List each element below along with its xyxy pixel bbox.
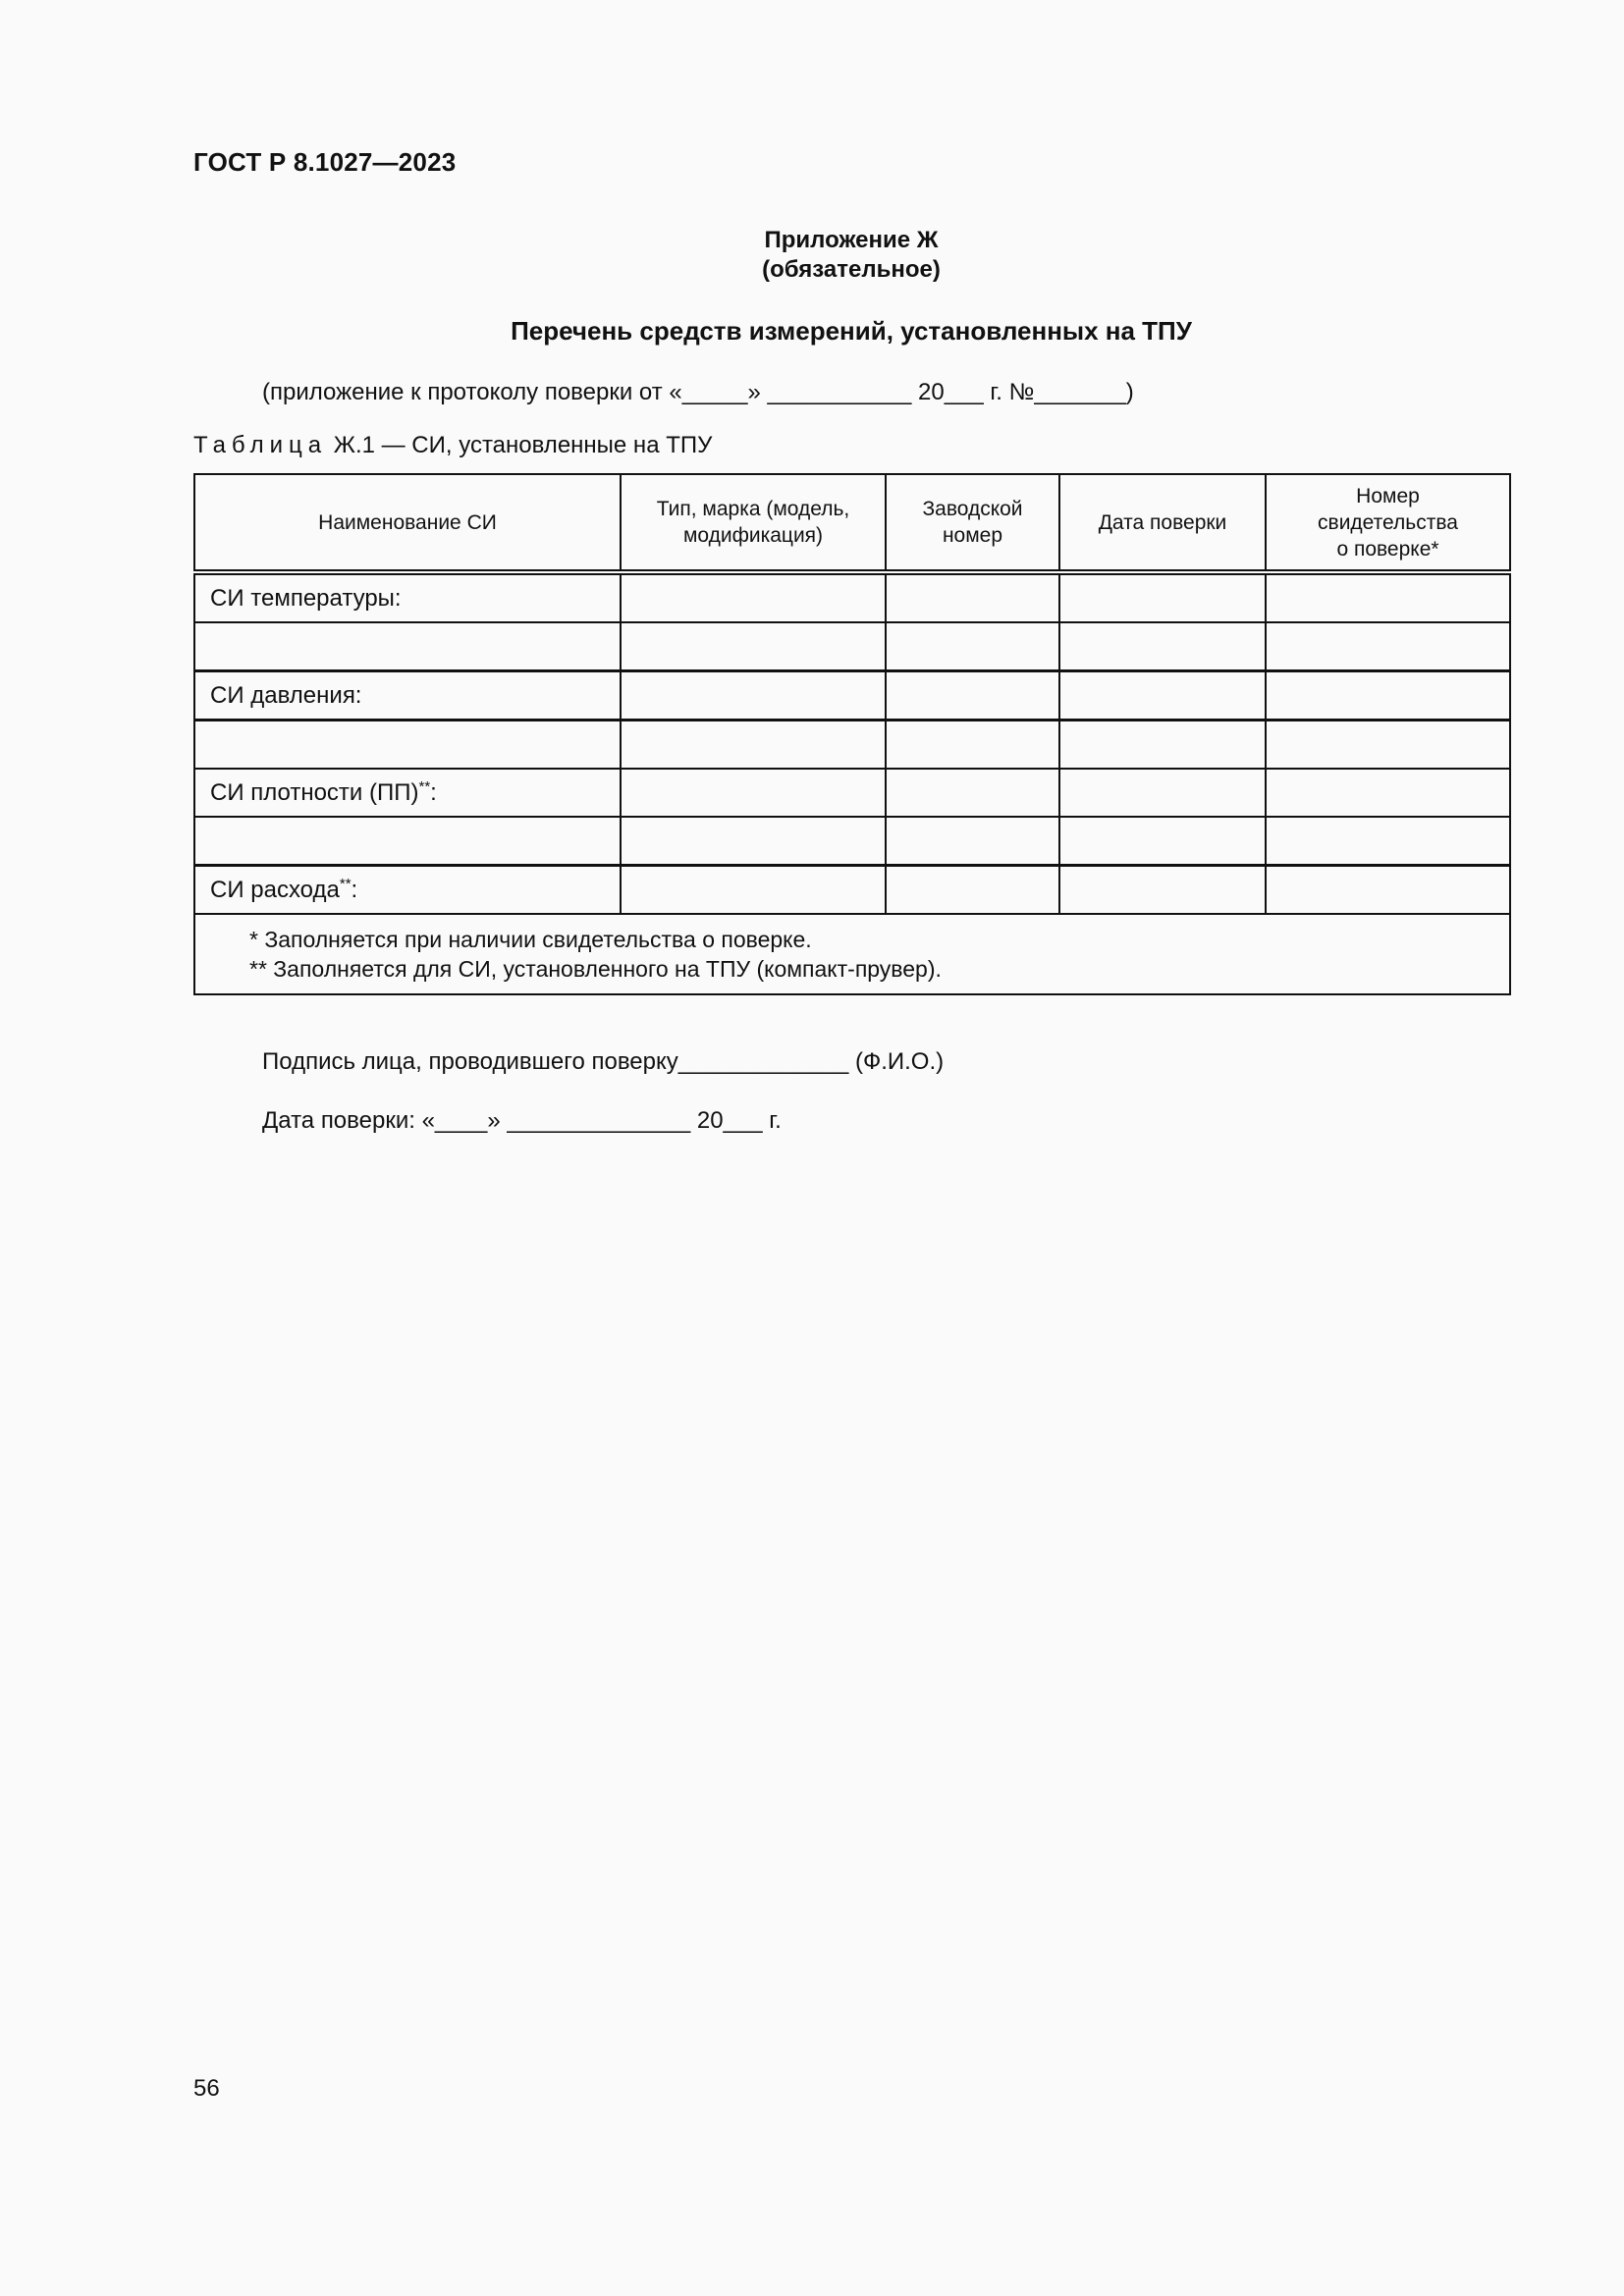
table-row-pressure — [194, 671, 1510, 721]
table-cell[interactable] — [1266, 671, 1510, 721]
table-cell[interactable] — [621, 622, 886, 671]
table-row-flow — [194, 866, 1510, 915]
table-notes-row — [194, 914, 1510, 994]
table-cell[interactable] — [886, 721, 1059, 770]
table-cell[interactable] — [194, 817, 621, 866]
list-title: Перечень средств измерений, установленных на ТПУ — [511, 316, 1192, 346]
verification-date-line: Дата поверки: «____» ______________ 20___ г. — [262, 1107, 782, 1134]
table-row-blank — [194, 817, 1510, 866]
table-row-temperature — [194, 572, 1510, 622]
table-cell[interactable] — [886, 866, 1059, 915]
table-row-blank — [194, 622, 1510, 671]
footnote-mark: ** — [339, 875, 352, 892]
header-verification-date: Дата поверки — [1059, 474, 1266, 572]
table-cell[interactable] — [621, 866, 886, 915]
table-cell[interactable] — [1059, 721, 1266, 770]
table-cell[interactable] — [1266, 721, 1510, 770]
table-cell[interactable] — [194, 721, 621, 770]
table-cell[interactable] — [621, 817, 886, 866]
header-type: Тип, марка (модель, модификация) — [621, 474, 886, 572]
table-cell[interactable] — [1059, 671, 1266, 721]
table-cell[interactable] — [621, 671, 886, 721]
measuring-instruments-table — [193, 473, 1511, 995]
row-label-pressure: СИ давления: — [194, 671, 621, 721]
table-caption-prefix: Таблица — [193, 432, 328, 458]
table-cell[interactable] — [886, 817, 1059, 866]
table-notes — [194, 914, 1510, 994]
table-cell[interactable] — [1266, 622, 1510, 671]
table-cell[interactable] — [1266, 817, 1510, 866]
table-row-density — [194, 769, 1510, 817]
header-serial-number: Заводской номер — [886, 474, 1059, 572]
table-cell[interactable] — [1059, 622, 1266, 671]
row-label-flow: СИ расхода**: — [194, 866, 621, 915]
signature-line: Подпись лица, проводившего поверку_____________ (Ф.И.О.) — [262, 1048, 945, 1075]
document-code: ГОСТ Р 8.1027—2023 — [193, 147, 457, 177]
table-cell[interactable] — [621, 769, 886, 817]
table-caption — [193, 432, 712, 459]
header-name: Наименование СИ — [194, 474, 621, 572]
row-label-density: СИ плотности (ПП)**: — [194, 769, 621, 817]
table-cell[interactable] — [1059, 572, 1266, 622]
appendix-title: Приложение Ж — [764, 227, 939, 253]
note-compact-prover: ** Заполняется для СИ, установленного на ТПУ (компакт-прувер). — [249, 956, 942, 982]
page-number: 56 — [193, 2075, 220, 2102]
table-header-row — [194, 474, 1510, 572]
table-cell[interactable] — [194, 622, 621, 671]
table-cell[interactable] — [886, 622, 1059, 671]
header-certificate-number: Номер свидетельства о поверке* — [1266, 474, 1510, 572]
protocol-line: (приложение к протоколу поверки от «_____» ___________ 20___ г. №_______) — [262, 379, 1134, 405]
table-cell[interactable] — [1266, 572, 1510, 622]
note-certificate: * Заполняется при наличии свидетельства о поверке. — [249, 927, 812, 952]
table-cell[interactable] — [886, 572, 1059, 622]
table-cell[interactable] — [1266, 769, 1510, 817]
table-caption-text: Ж.1 — СИ, установленные на ТПУ — [327, 432, 713, 458]
footnote-mark: ** — [418, 777, 431, 795]
table-cell[interactable] — [886, 769, 1059, 817]
table-cell[interactable] — [1059, 866, 1266, 915]
table-cell[interactable] — [621, 721, 886, 770]
appendix-heading — [0, 226, 1624, 285]
table-cell[interactable] — [621, 572, 886, 622]
table-cell[interactable] — [1266, 866, 1510, 915]
appendix-status: (обязательное) — [762, 256, 941, 283]
table-row-blank — [194, 721, 1510, 770]
table-cell[interactable] — [886, 671, 1059, 721]
table-cell[interactable] — [1059, 769, 1266, 817]
table-cell[interactable] — [1059, 817, 1266, 866]
row-label-temperature: СИ температуры: — [194, 572, 621, 622]
